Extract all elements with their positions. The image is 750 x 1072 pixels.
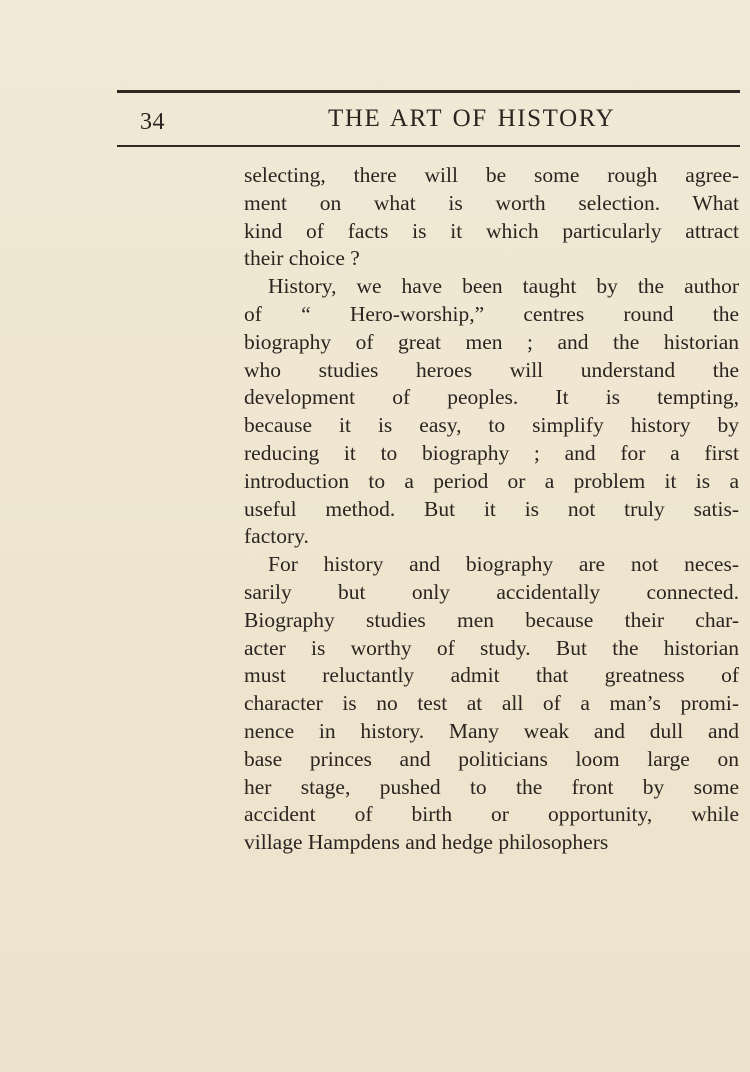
text-line: character is no test at all of a man’s promi- (244, 691, 739, 716)
header-bottom-rule (117, 145, 740, 147)
text-line: kind of facts is it which particularly attract (244, 218, 739, 243)
text-line: her stage, pushed to the front by some (244, 774, 739, 799)
text-line: of “ Hero-worship,” centres round the (244, 301, 739, 326)
text-line: History, we have been taught by the author (268, 274, 739, 299)
text-line: sarily but only accidentally connected. (244, 579, 739, 604)
text-line: must reluctantly admit that greatness of (244, 663, 739, 688)
text-line: reducing it to biography ; and for a first (244, 440, 739, 465)
text-line: introduction to a period or a problem it is a (244, 468, 739, 493)
text-line: their choice ? (244, 246, 360, 271)
text-line: biography of great men ; and the historian (244, 329, 739, 354)
text-line: who studies heroes will understand the (244, 357, 739, 382)
body-text (244, 162, 739, 857)
paragraph (244, 273, 739, 551)
text-line: acter is worthy of study. But the historian (244, 635, 739, 660)
paragraph (244, 551, 739, 857)
paragraph (244, 162, 739, 273)
text-line: ment on what is worth selection. What (244, 190, 739, 215)
running-head: THE ART OF HISTORY (328, 105, 616, 132)
text-line: development of peoples. It is tempting, (244, 385, 739, 410)
text-line: useful method. But it is not truly satis- (244, 496, 739, 521)
text-line: accident of birth or opportunity, while (244, 802, 739, 827)
page-number: 34 (140, 109, 165, 135)
text-line: nence in history. Many weak and dull and (244, 718, 739, 743)
text-line: selecting, there will be some rough agree- (244, 163, 739, 187)
header-top-rule (117, 90, 740, 93)
text-line: For history and biography are not neces- (268, 552, 739, 577)
text-line: village Hampdens and hedge philosophers (244, 830, 609, 855)
text-line: base princes and politicians loom large on (244, 746, 739, 771)
text-line: factory. (244, 524, 309, 549)
text-line: because it is easy, to simplify history by (244, 413, 739, 438)
text-line: Biography studies men because their char- (244, 607, 739, 632)
